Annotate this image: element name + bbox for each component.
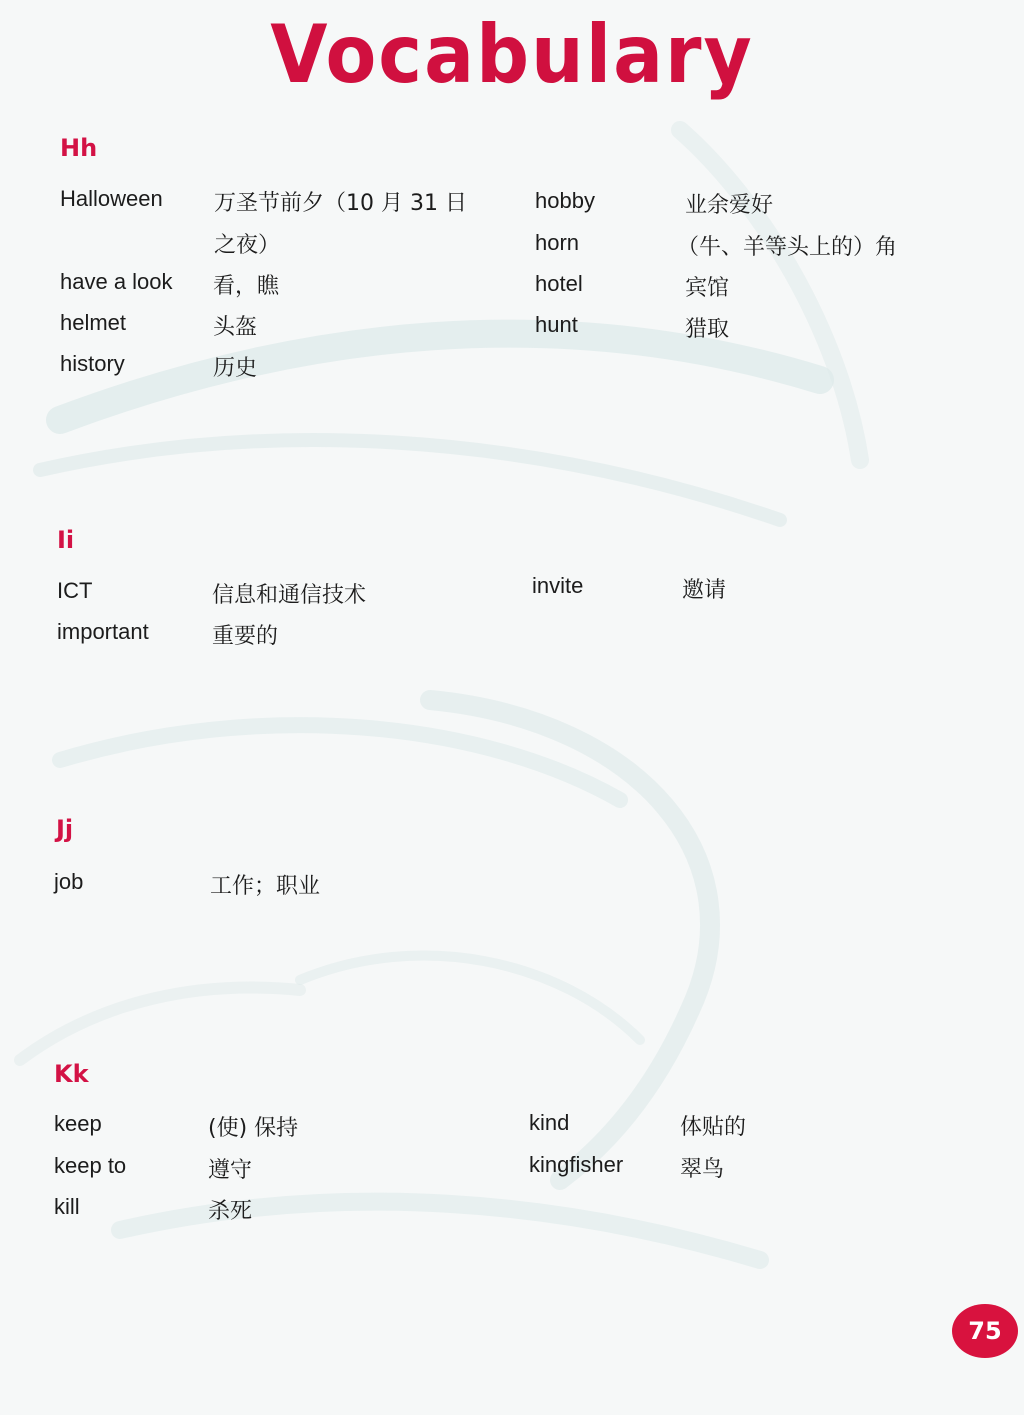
page-number-badge: 75: [952, 1304, 1018, 1358]
vocab-translation: 宾馆: [685, 276, 730, 301]
vocab-translation: 体贴的: [680, 1115, 747, 1140]
section-letter-i: Ii: [57, 526, 75, 554]
vocab-translation: 万圣节前夕（10 月 31 日: [214, 191, 467, 216]
vocab-word: invite: [532, 573, 584, 598]
vocab-translation: 看，瞧: [213, 274, 280, 299]
vocab-translation: 信息和通信技术: [212, 583, 367, 608]
section-letter-h: Hh: [60, 134, 98, 162]
section-letter-j: Jj: [56, 815, 74, 843]
vocab-translation: 工作；职业: [210, 874, 321, 899]
vocab-word: hobby: [535, 188, 595, 213]
vocab-translation: 业余爱好: [685, 193, 774, 218]
vocab-word: kingfisher: [529, 1152, 624, 1177]
vocab-word: job: [54, 869, 84, 894]
vocab-translation: 邀请: [682, 578, 727, 603]
vocab-word: hotel: [535, 271, 583, 296]
vocab-word: helmet: [60, 310, 127, 335]
vocab-translation: （牛、羊等头上的）角: [677, 235, 898, 260]
vocab-translation: 历史: [213, 356, 258, 381]
vocab-translation: 遵守: [208, 1158, 253, 1183]
vocab-translation: 重要的: [212, 624, 279, 649]
vocab-word: keep: [54, 1111, 102, 1136]
vocab-word: hunt: [535, 312, 578, 337]
vocab-word: horn: [535, 230, 580, 255]
vocab-word: Halloween: [60, 186, 163, 211]
vocab-word: ICT: [57, 578, 93, 603]
section-letter-k: Kk: [54, 1060, 89, 1088]
vocab-word: keep to: [54, 1153, 127, 1178]
vocab-word: history: [60, 351, 125, 376]
vocab-translation: (使) 保持: [208, 1116, 299, 1141]
page-title: Vocabulary: [270, 8, 754, 102]
vocab-word: kill: [54, 1194, 80, 1219]
vocab-translation: 猎取: [685, 317, 730, 342]
vocab-translation: 杀死: [208, 1199, 253, 1224]
vocab-word: have a look: [60, 269, 173, 294]
vocab-word: kind: [529, 1110, 570, 1135]
vocab-translation: 之夜）: [214, 233, 281, 258]
vocab-translation: 翠鸟: [680, 1157, 725, 1182]
vocab-translation: 头盔: [213, 315, 258, 340]
vocab-word: important: [57, 619, 149, 644]
